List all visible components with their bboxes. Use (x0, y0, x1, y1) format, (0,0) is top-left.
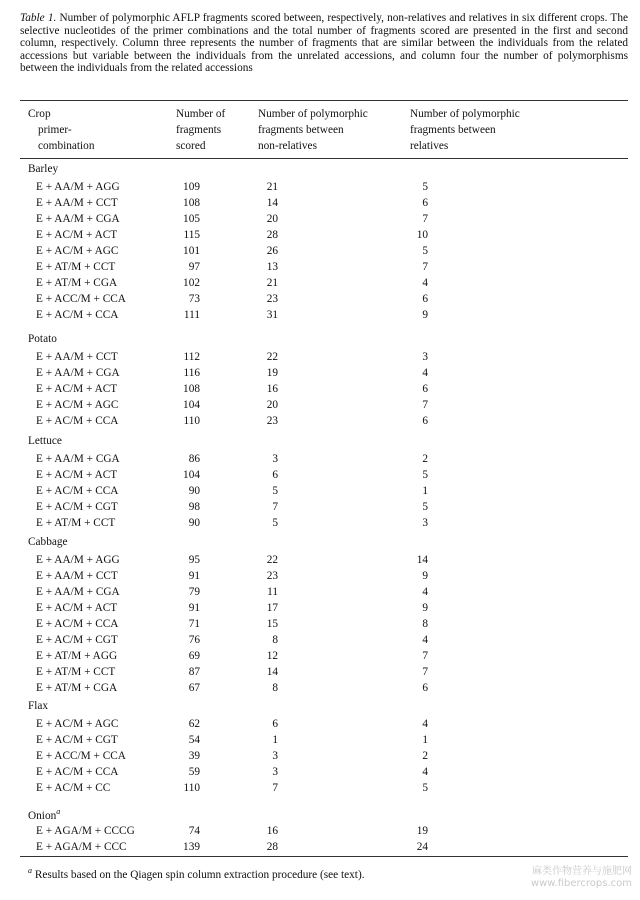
primer-combination-cell: E + AT/M + CGA (36, 277, 118, 289)
primer-combination-cell: E + AA/M + CCT (36, 197, 118, 209)
non-relatives-cell: 23 (266, 415, 278, 427)
relatives-cell: 7 (422, 650, 428, 662)
primer-combination-cell: E + AT/M + CCT (36, 666, 116, 678)
primer-combination-cell: E + AA/M + CCT (36, 570, 118, 582)
primer-combination-cell: E + AT/M + CCT (36, 517, 116, 529)
crop-group-label: Lettuce (28, 435, 62, 447)
fragments-scored-cell: 87 (188, 666, 200, 678)
non-relatives-cell: 5 (272, 517, 278, 529)
fragments-scored-cell: 110 (183, 782, 200, 794)
relatives-cell: 4 (422, 277, 428, 289)
relatives-cell: 9 (422, 602, 428, 614)
relatives-cell: 14 (416, 554, 428, 566)
fragments-scored-cell: 98 (188, 501, 200, 513)
relatives-cell: 3 (422, 517, 428, 529)
non-relatives-cell: 19 (266, 367, 278, 379)
non-relatives-cell: 14 (266, 197, 278, 209)
header-rule (20, 158, 628, 159)
relatives-cell: 7 (422, 399, 428, 411)
relatives-cell: 1 (422, 485, 428, 497)
non-relatives-cell: 16 (266, 383, 278, 395)
primer-combination-cell: E + AC/M + CGT (36, 501, 118, 513)
fragments-scored-cell: 97 (188, 261, 200, 273)
crop-group-label: Cabbage (28, 536, 68, 548)
fragments-scored-cell: 67 (188, 682, 200, 694)
relatives-cell: 10 (416, 229, 428, 241)
relatives-cell: 9 (422, 570, 428, 582)
fragments-scored-cell: 74 (188, 825, 200, 837)
header-col1: Crop primer- combination (28, 108, 95, 152)
non-relatives-cell: 28 (266, 841, 278, 853)
fragments-scored-cell: 108 (183, 197, 200, 209)
non-relatives-cell: 3 (272, 766, 278, 778)
fragments-scored-cell: 54 (188, 734, 200, 746)
primer-combination-cell: E + AA/M + CGA (36, 367, 120, 379)
non-relatives-cell: 23 (266, 293, 278, 305)
primer-combination-cell: E + AA/M + CCT (36, 351, 118, 363)
relatives-cell: 5 (422, 469, 428, 481)
primer-combination-cell: E + AC/M + CCA (36, 309, 119, 321)
crop-group-label: Barley (28, 163, 59, 175)
non-relatives-cell: 5 (272, 485, 278, 497)
primer-combination-cell: E + AC/M + CCA (36, 415, 119, 427)
primer-combination-cell: E + AC/M + AGC (36, 245, 119, 257)
non-relatives-cell: 17 (266, 602, 278, 614)
caption-text: Number of polymorphic AFLP fragments scored between, respectively, non-relatives and relatives in six different crops. The selective nucleotides of the primer combinations and the total number of fragments scored are presented in the first and second column, respectively. Column three represents the number of fragments that are similar between the individuals from the related accessions but variable between the individuals from the unrelated accessions, and column four the number of polymorphisms between the individuals from the related accessions (20, 12, 628, 75)
non-relatives-cell: 21 (266, 181, 278, 193)
fragments-scored-cell: 111 (183, 309, 200, 321)
primer-combination-cell: E + AT/M + AGG (36, 650, 118, 662)
footnote (28, 866, 365, 881)
top-rule (20, 100, 628, 101)
primer-combination-cell: E + AGA/M + CCC (36, 841, 127, 853)
fragments-scored-cell: 90 (188, 485, 200, 497)
non-relatives-cell: 20 (266, 399, 278, 411)
primer-combination-cell: E + AGA/M + CCCG (36, 825, 135, 837)
fragments-scored-cell: 59 (188, 766, 200, 778)
relatives-cell: 9 (422, 309, 428, 321)
fragments-scored-cell: 116 (183, 367, 200, 379)
footnote-mark: a (28, 866, 32, 875)
non-relatives-cell: 6 (272, 469, 278, 481)
fragments-scored-cell: 104 (183, 399, 200, 411)
non-relatives-cell: 31 (266, 309, 278, 321)
non-relatives-cell: 8 (272, 634, 278, 646)
footnote-ref: a (56, 807, 61, 816)
footnote-text: Results based on the Qiagen spin column extraction procedure (see text). (34, 868, 365, 881)
primer-combination-cell: E + AC/M + ACT (36, 469, 118, 481)
relatives-cell: 5 (422, 245, 428, 257)
header-col4: Number of polymorphic fragments between relatives (410, 108, 520, 152)
fragments-scored-cell: 101 (183, 245, 200, 257)
non-relatives-cell: 7 (272, 501, 278, 513)
non-relatives-cell: 14 (266, 666, 278, 678)
non-relatives-cell: 13 (266, 261, 278, 273)
fragments-scored-cell: 91 (188, 602, 200, 614)
non-relatives-cell: 20 (266, 213, 278, 225)
watermark-line2: www.fibercrops.com (530, 878, 632, 889)
relatives-cell: 4 (422, 367, 428, 379)
non-relatives-cell: 12 (266, 650, 278, 662)
relatives-cell: 7 (422, 213, 428, 225)
relatives-cell: 4 (422, 634, 428, 646)
non-relatives-cell: 26 (266, 245, 278, 257)
primer-combination-cell: E + AC/M + ACT (36, 383, 118, 395)
fragments-scored-cell: 39 (188, 750, 200, 762)
relatives-cell: 7 (422, 666, 428, 678)
relatives-cell: 4 (422, 718, 428, 730)
relatives-cell: 1 (422, 734, 428, 746)
header-col2: Number of fragments scored (176, 108, 226, 152)
non-relatives-cell: 8 (272, 682, 278, 694)
crop-group-label: Onion$^a$ (28, 807, 61, 822)
relatives-cell: 4 (422, 766, 428, 778)
non-relatives-cell: 21 (266, 277, 278, 289)
caption-label: Table 1. (20, 12, 57, 24)
primer-combination-cell: E + AA/M + CGA (36, 586, 120, 598)
primer-combination-cell: E + AT/M + CGA (36, 682, 118, 694)
fragments-scored-cell: 79 (188, 586, 200, 598)
primer-combination-cell: E + AC/M + ACT (36, 229, 118, 241)
fragments-scored-cell: 115 (183, 229, 200, 241)
fragments-scored-cell: 73 (188, 293, 200, 305)
relatives-cell: 19 (416, 825, 428, 837)
fragments-scored-cell: 95 (188, 554, 200, 566)
relatives-cell: 5 (422, 782, 428, 794)
relatives-cell: 8 (422, 618, 428, 630)
non-relatives-cell: 11 (267, 586, 278, 598)
non-relatives-cell: 7 (272, 782, 278, 794)
fragments-scored-cell: 110 (183, 415, 200, 427)
non-relatives-cell: 22 (266, 554, 278, 566)
primer-combination-cell: E + AA/M + CGA (36, 213, 120, 225)
non-relatives-cell: 15 (266, 618, 278, 630)
non-relatives-cell: 3 (272, 750, 278, 762)
watermark-line1: 麻类作物营养与施肥网 (532, 866, 632, 877)
fragments-scored-cell: 90 (188, 517, 200, 529)
fragments-scored-cell: 86 (188, 453, 200, 465)
primer-combination-cell: E + AT/M + CCT (36, 261, 116, 273)
header-col3: Number of polymorphic fragments between non-relatives (258, 108, 368, 152)
relatives-cell: 5 (422, 501, 428, 513)
primer-combination-cell: E + ACC/M + CCA (36, 750, 126, 762)
primer-combination-cell: E + AC/M + ACT (36, 602, 118, 614)
crop-group-label: Potato (28, 333, 57, 345)
fragments-scored-cell: 104 (183, 469, 200, 481)
non-relatives-cell: 3 (272, 453, 278, 465)
fragments-scored-cell: 102 (183, 277, 200, 289)
watermark (531, 866, 632, 890)
primer-combination-cell: E + AC/M + CCA (36, 485, 119, 497)
relatives-cell: 2 (422, 453, 428, 465)
fragments-scored-cell: 69 (188, 650, 200, 662)
fragments-scored-cell: 112 (183, 351, 200, 363)
primer-combination-cell: E + AC/M + CGT (36, 734, 118, 746)
primer-combination-cell: E + AC/M + AGC (36, 718, 119, 730)
relatives-cell: 6 (422, 682, 428, 694)
non-relatives-cell: 1 (272, 734, 278, 746)
relatives-cell: 4 (422, 586, 428, 598)
non-relatives-cell: 6 (272, 718, 278, 730)
relatives-cell: 24 (416, 841, 428, 853)
bottom-rule (20, 856, 628, 857)
fragments-scored-cell: 139 (183, 841, 200, 853)
fragments-scored-cell: 91 (188, 570, 200, 582)
primer-combination-cell: E + AC/M + CCA (36, 618, 119, 630)
primer-combination-cell: E + AC/M + CGT (36, 634, 118, 646)
fragments-scored-cell: 76 (188, 634, 200, 646)
table-caption (20, 12, 628, 75)
primer-combination-cell: E + AA/M + AGG (36, 554, 120, 566)
primer-combination-cell: E + ACC/M + CCA (36, 293, 126, 305)
relatives-cell: 2 (422, 750, 428, 762)
non-relatives-cell: 22 (266, 351, 278, 363)
primer-combination-cell: E + AA/M + CGA (36, 453, 120, 465)
crop-group-label: Flax (28, 700, 49, 712)
fragments-scored-cell: 71 (188, 618, 200, 630)
relatives-cell: 7 (422, 261, 428, 273)
relatives-cell: 3 (422, 351, 428, 363)
fragments-scored-cell: 62 (188, 718, 200, 730)
fragments-scored-cell: 109 (183, 181, 200, 193)
fragments-scored-cell: 105 (183, 213, 200, 225)
fragments-scored-cell: 108 (183, 383, 200, 395)
non-relatives-cell: 28 (266, 229, 278, 241)
primer-combination-cell: E + AC/M + AGC (36, 399, 119, 411)
primer-combination-cell: E + AC/M + CC (36, 782, 111, 794)
non-relatives-cell: 23 (266, 570, 278, 582)
relatives-cell: 6 (422, 415, 428, 427)
relatives-cell: 6 (422, 293, 428, 305)
primer-combination-cell: E + AA/M + AGG (36, 181, 120, 193)
relatives-cell: 6 (422, 197, 428, 209)
non-relatives-cell: 16 (266, 825, 278, 837)
relatives-cell: 5 (422, 181, 428, 193)
relatives-cell: 6 (422, 383, 428, 395)
primer-combination-cell: E + AC/M + CCA (36, 766, 119, 778)
